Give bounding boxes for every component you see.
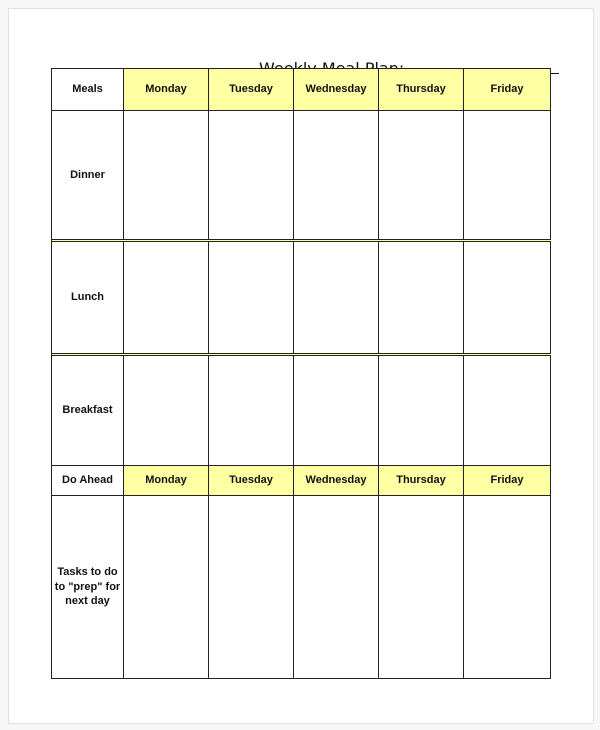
header-day-tuesday: Tuesday (209, 69, 294, 111)
tasks-wednesday-cell[interactable] (294, 496, 379, 679)
tasks-friday-cell[interactable] (464, 496, 551, 679)
dinner-monday-cell[interactable] (124, 111, 209, 240)
do-ahead-day-thursday: Thursday (379, 466, 464, 496)
breakfast-tuesday-cell[interactable] (209, 356, 294, 466)
do-ahead-header-cell: Do Ahead (52, 466, 124, 496)
row-label-dinner: Dinner (52, 111, 124, 240)
header-day-monday: Monday (124, 69, 209, 111)
dinner-thursday-cell[interactable] (379, 111, 464, 240)
tasks-label-line2: to "prep" for (54, 580, 121, 593)
lunch-wednesday-cell[interactable] (294, 242, 379, 354)
lunch-thursday-cell[interactable] (379, 242, 464, 354)
tasks-monday-cell[interactable] (124, 496, 209, 679)
dinner-friday-cell[interactable] (464, 111, 551, 240)
lunch-friday-cell[interactable] (464, 242, 551, 354)
row-label-lunch: Lunch (52, 242, 124, 354)
lunch-monday-cell[interactable] (124, 242, 209, 354)
row-label-breakfast: Breakfast (52, 356, 124, 466)
breakfast-thursday-cell[interactable] (379, 356, 464, 466)
header-day-friday: Friday (464, 69, 551, 111)
breakfast-wednesday-cell[interactable] (294, 356, 379, 466)
meals-header-cell: Meals (52, 69, 124, 111)
tasks-tuesday-cell[interactable] (209, 496, 294, 679)
do-ahead-day-monday: Monday (124, 466, 209, 496)
meal-plan-table (51, 68, 551, 679)
tasks-thursday-cell[interactable] (379, 496, 464, 679)
row-label-tasks (52, 496, 124, 679)
dinner-tuesday-cell[interactable] (209, 111, 294, 240)
header-day-thursday: Thursday (379, 69, 464, 111)
tasks-label-line1: Tasks to do (57, 565, 118, 578)
breakfast-friday-cell[interactable] (464, 356, 551, 466)
lunch-tuesday-cell[interactable] (209, 242, 294, 354)
tasks-label-line3: next day (65, 595, 110, 608)
header-day-wednesday: Wednesday (294, 69, 379, 111)
breakfast-monday-cell[interactable] (124, 356, 209, 466)
do-ahead-day-wednesday: Wednesday (294, 466, 379, 496)
dinner-wednesday-cell[interactable] (294, 111, 379, 240)
do-ahead-day-friday: Friday (464, 466, 551, 496)
do-ahead-day-tuesday: Tuesday (209, 466, 294, 496)
